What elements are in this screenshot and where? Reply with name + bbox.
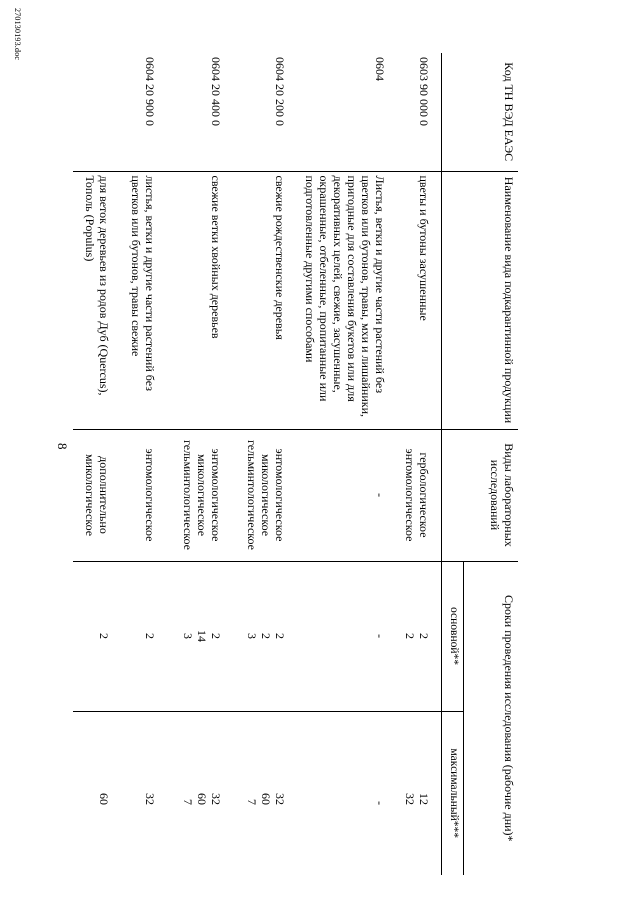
- table-row: [119, 53, 159, 875]
- row-types: [389, 429, 442, 561]
- max-value: -: [373, 801, 387, 805]
- row-max: [73, 711, 119, 875]
- row-max: [289, 711, 389, 875]
- row-types: [225, 429, 289, 561]
- row-main: [225, 561, 289, 711]
- row-code: 0604 20 900 0: [119, 53, 159, 171]
- header-name: Наименование вида подкарантинной продукции: [442, 171, 519, 429]
- row-max: [159, 711, 225, 875]
- page-number: 8: [55, 443, 70, 450]
- main-value: 2: [143, 633, 157, 639]
- quarantine-table: [73, 53, 518, 875]
- row-types: [119, 429, 159, 561]
- type-item: гельминтологическое: [181, 440, 195, 550]
- main-value: -: [373, 634, 387, 638]
- max-value: 60: [97, 793, 111, 805]
- type-item: энтомологическое: [273, 448, 287, 542]
- header-main: основной**: [442, 561, 464, 711]
- table-row: [289, 53, 389, 875]
- row-name: свежие ветки хвойных деревьев: [159, 171, 225, 429]
- type-item: энтомологическое: [403, 448, 417, 542]
- max-value: 32: [403, 793, 417, 805]
- main-value: 2: [97, 633, 111, 639]
- type-item: микологическое: [259, 453, 273, 537]
- main-value: 2: [209, 633, 223, 639]
- row-name: для веток деревьев из родов Дуб (Quercus), Тополь (Populus): [73, 171, 119, 429]
- type-item: -: [373, 493, 387, 497]
- table-row: [225, 53, 289, 875]
- table-row: [73, 53, 119, 875]
- row-code: 0604 20 200 0: [225, 53, 289, 171]
- main-value: 2: [403, 633, 417, 639]
- header-types: Виды лабораторных исследований: [442, 429, 519, 561]
- row-main: [119, 561, 159, 711]
- main-value: 2: [259, 633, 273, 639]
- row-max: [389, 711, 442, 875]
- row-name: цветы и бутоны засушенные: [389, 171, 442, 429]
- row-code: 0603 90 000 0: [389, 53, 442, 171]
- type-item: дополнительно микологическое: [83, 453, 111, 537]
- row-max: [225, 711, 289, 875]
- row-name: Листья, ветки и другие части растений без цветков или бутонов, травы, мхи и лишайники, пригодные для составления букетов или для декоративных целей, свежие, засушенные, окрашенные, отбеленные, пропитанные или подготовленные другими способами: [289, 171, 389, 429]
- row-code: [73, 53, 119, 171]
- max-value: 32: [273, 793, 287, 805]
- max-value: 60: [259, 793, 273, 805]
- row-types: [159, 429, 225, 561]
- table-row: [389, 53, 442, 875]
- header-code: Код ТН ВЭД ЕАЭС: [442, 53, 519, 171]
- max-value: 32: [143, 793, 157, 805]
- row-main: [159, 561, 225, 711]
- table-row: [159, 53, 225, 875]
- max-value: 60: [195, 793, 209, 805]
- row-code: 0604 20 400 0: [159, 53, 225, 171]
- document-filename: 270130193.doc: [13, 8, 22, 61]
- row-max: [119, 711, 159, 875]
- row-code: 0604: [289, 53, 389, 171]
- max-value: 7: [181, 799, 195, 805]
- type-item: гельминтологическое: [245, 440, 259, 550]
- row-types: [289, 429, 389, 561]
- max-value: 12: [417, 793, 431, 805]
- main-value: 3: [181, 633, 195, 639]
- type-item: энтомологическое: [209, 448, 223, 542]
- max-value: 32: [209, 793, 223, 805]
- row-main: [289, 561, 389, 711]
- row-types: [73, 429, 119, 561]
- row-name: листья, ветки и другие части растений без цветков или бутонов, травы свежие: [119, 171, 159, 429]
- max-value: 7: [245, 799, 259, 805]
- header-max: максимальный***: [442, 711, 464, 875]
- row-main: [73, 561, 119, 711]
- main-value: 14: [195, 630, 209, 642]
- type-item: энтомологическое: [143, 448, 157, 542]
- type-item: микологическое: [195, 453, 209, 537]
- type-item: гербологическое: [417, 452, 431, 538]
- main-value: 3: [245, 633, 259, 639]
- header-terms: Сроки проведения исследования (рабочие дни)*: [464, 561, 519, 875]
- main-value: 2: [273, 633, 287, 639]
- row-main: [389, 561, 442, 711]
- main-value: 2: [417, 633, 431, 639]
- row-name: свежие рождественские деревья: [225, 171, 289, 429]
